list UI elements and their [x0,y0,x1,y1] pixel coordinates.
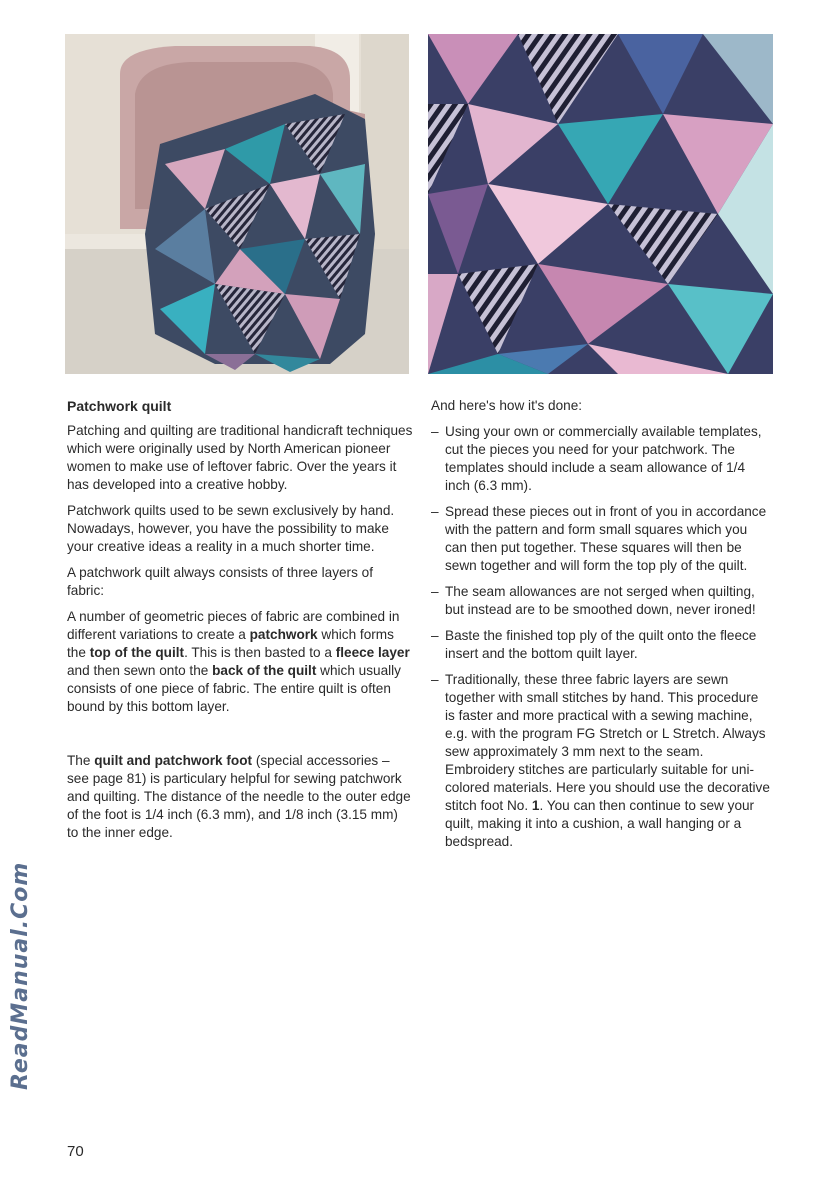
quilt-foot-paragraph: The quilt and patchwork foot (special accessories – see page 81) is particulary helpful for sewing patchwork and quilting. The distance of the needle to the outer edge of the foot is 1/4 inch (6.3 mm), and 1/8 inch (3.15 mm) to the inner edge. [67,753,411,840]
layers-description-paragraph: A number of geometric pieces of fabric are combined in different variations to create a patchwork which forms the top of the quilt. This is then basted to a fleece layer and then sewn onto the back of the quilt which usually consists of one piece of fabric. The entire quilt is often bound by this bottom layer. [67,609,410,714]
section-heading: Patchwork quilt [67,398,172,414]
list-item: – Traditionally, these three fabric layers are sewn together with small stitches by hand. This procedure is faster and more practical with a sewing machine, e.g. with the program FG Stretch or L Stretch. Always sew approximately 3 mm next to the seam. Embroidery stitches are particularly suitable for uni-colored materials. Here you should use the decorative stitch foot No. 1. You can then continue to sew your quilt, making it into a cushion, a wall hanging or a bedspread. [431,672,770,849]
watermark-text: ReadManual.Com [8,861,33,1090]
intro-paragraph: Patching and quilting are traditional handicraft techniques which were originally used by North American pioneer women to make use of leftover fabric. Over the years it has developed into a creative hobby. [67,423,413,492]
right-text-column [431,397,771,859]
patchwork-closeup-photo [428,34,773,374]
list-item: – Using your own or commercially available templates, cut the pieces you need for your patchwork. The templates should include a seam allowance of 1/4 inch (6.3 mm). [431,424,762,493]
steps-intro: And here's how it's done: [431,398,583,413]
quilt-on-chair-photo [65,34,409,374]
layers-paragraph: A patchwork quilt always consists of three layers of fabric: [67,565,373,598]
history-paragraph: Patchwork quilts used to be sewn exclusively by hand. Nowadays, however, you have the possibility to make your creative ideas a reality in a much shorter time. [67,503,395,554]
list-item: – The seam allowances are not serged when quilting, but instead are to be smoothed down, never ironed! [431,584,756,617]
left-text-column [67,397,413,850]
page-number: 70 [67,1143,84,1160]
list-item: – Baste the finished top ply of the quilt onto the fleece insert and the bottom quilt layer. [431,628,757,661]
steps-list [431,423,771,851]
list-item: – Spread these pieces out in front of you in accordance with the pattern and form small squares which you can then put together. These squares will then be sewn together and will form the top ply of the quilt. [431,504,767,573]
